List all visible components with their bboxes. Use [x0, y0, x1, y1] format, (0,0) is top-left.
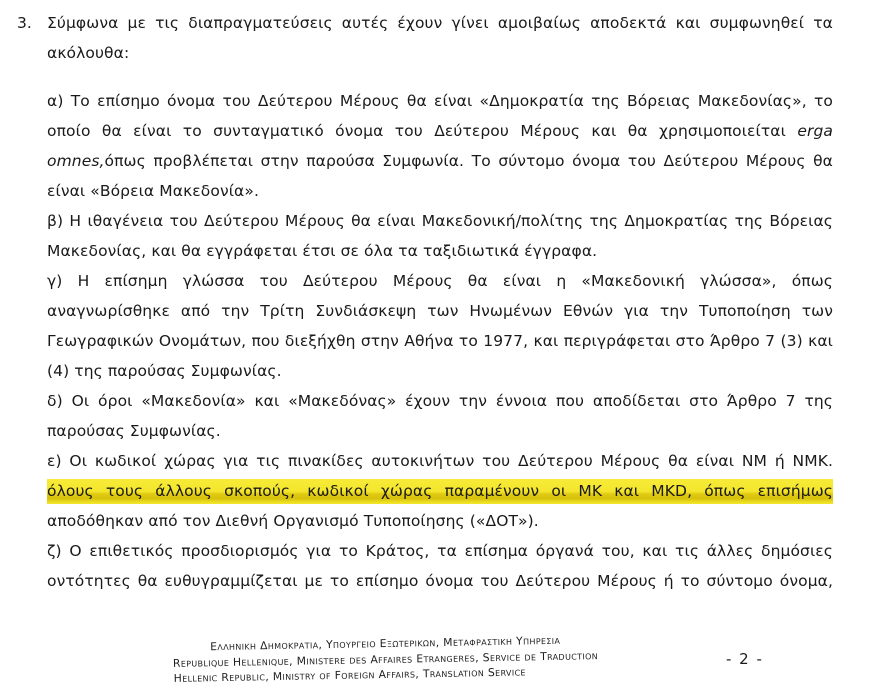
text-line	[47, 38, 833, 68]
text-run: ζ) Ο επιθετικός προσδιορισμός για το Κράτος, τα επίσημα όργανά του, και τις άλλες δημόσιες	[47, 542, 833, 560]
list-item-number: 3.	[17, 14, 32, 32]
document-body	[17, 8, 833, 596]
text-line	[47, 266, 833, 296]
footer-line-greek: Ελληνικη Δημοκρατια, Υπουργειο Εξωτερικων, Μεταφραστικη Υπηρεσια	[210, 633, 561, 654]
text-line	[47, 566, 833, 596]
text-line	[47, 476, 833, 506]
text-run: όπως προβλέπεται στην παρούσα Συμφωνία. Το σύντομο όνομα του Δεύτερου Μέρους θα	[104, 152, 833, 170]
text-run: erga	[797, 122, 833, 140]
footer-line-english: Hellenic Republic, Ministry of Foreign Affairs, Translation Service	[173, 665, 526, 685]
page-number: - 2 -	[726, 650, 764, 668]
text-run: Γεωγραφικών Ονομάτων, που διεξήχθη στην Αθήνα το 1977, και περιγράφεται στο Άρθρο 7 (3) και	[47, 332, 833, 350]
text-line	[47, 236, 833, 266]
text-line	[47, 8, 833, 38]
text-line	[47, 416, 833, 446]
text-run: ε) Οι κωδικοί χώρας για τις πινακίδες αυτοκινήτων του Δεύτερου Μέρους θα είναι ΝΜ ή ΝΜΚ.	[47, 452, 833, 470]
text-run: παρούσας Συμφωνίας.	[47, 422, 221, 440]
text-run: είναι «Βόρεια Μακεδονία».	[47, 182, 259, 200]
letterhead-footer	[88, 631, 684, 688]
text-line	[47, 296, 833, 326]
text-run: ακόλουθα:	[47, 44, 130, 62]
text-line	[47, 86, 833, 116]
text-run: αναγνωρίσθηκε από την Τρίτη Συνδιάσκεψη των Ηνωμένων Εθνών για την Τυποποίηση των	[47, 302, 833, 320]
text-run: Μακεδονίας, και θα εγγράφεται έτσι σε όλα τα ταξιδιωτικά έγγραφα.	[47, 242, 598, 260]
text-run: β) Η ιθαγένεια του Δεύτερου Μέρους θα είναι Μακεδονική/πολίτης της Δημοκρατίας της Βόρειας	[47, 212, 833, 230]
footer-line-french: Republique Hellenique, Ministere des Affaires Etrangeres, Service de Traduction	[172, 648, 599, 670]
text-run: Σύμφωνα με τις διαπραγματεύσεις αυτές έχουν γίνει αμοιβαίως αποδεκτά και συμφωνηθεί τα	[47, 14, 833, 32]
highlighted-text: όλους τους άλλους σκοπούς, κωδικοί χώρας παραμένουν οι ΜΚ και MKD, όπως επισήμως	[47, 479, 833, 504]
text-run: γ) Η επίσημη γλώσσα του Δεύτερου Μέρους θα είναι η «Μακεδονική γλώσσα», όπως	[47, 272, 833, 290]
text-run: οντότητες θα ευθυγραμμίζεται με το επίσημο όνομα του Δεύτερου Μέρους ή το σύντομο όνομα,	[47, 572, 833, 590]
text-run: omnes,	[47, 152, 105, 170]
text-line	[47, 446, 833, 476]
text-line	[47, 386, 833, 416]
text-run: αποδόθηκαν από τον Διεθνή Οργανισμό Τυποποίησης («ΔΟΤ»).	[47, 512, 539, 530]
text-line	[47, 206, 833, 236]
text-line	[47, 116, 833, 146]
text-line	[47, 356, 833, 386]
text-line	[47, 326, 833, 356]
text-run: οποίο θα είναι το συνταγματικό όνομα του Δεύτερου Μέρους και θα χρησιμοποιείται	[47, 122, 798, 140]
text-line	[47, 536, 833, 566]
text-run: (4) της παρούσας Συμφωνίας.	[47, 362, 282, 380]
text-line	[47, 146, 833, 176]
text-line	[47, 506, 833, 536]
text-run: α) Το επίσημο όνομα του Δεύτερου Μέρους θα είναι «Δημοκρατία της Βόρειας Μακεδονίας», το	[47, 92, 833, 110]
text-line	[47, 176, 833, 206]
text-run: δ) Οι όροι «Μακεδονία» και «Μακεδόνας» έχουν την έννοια που αποδίδεται στο Άρθρο 7 της	[47, 392, 833, 410]
